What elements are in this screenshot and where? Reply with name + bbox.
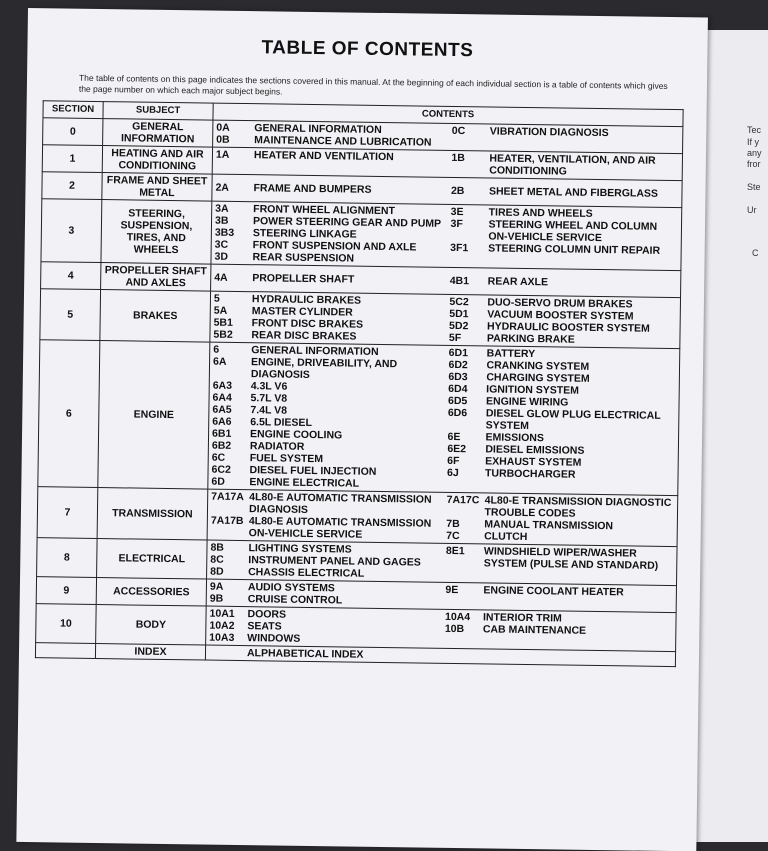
entry-title: LIGHTING SYSTEMS <box>248 542 352 556</box>
entry-title: DIESEL FUEL INJECTION <box>249 464 377 478</box>
entry-title: 4L80-E TRANSMISSION DIAGNOSTIC TROUBLE CODES <box>484 494 672 520</box>
entry-code: 6D6 <box>447 406 468 420</box>
contents-entry <box>447 467 675 482</box>
contents-entry <box>450 242 678 257</box>
entry-title: HYDRAULIC BOOSTER SYSTEM <box>487 320 650 335</box>
contents-entry <box>216 134 444 149</box>
entry-title: 7.4L V8 <box>250 404 288 417</box>
contents-column-left <box>210 542 438 581</box>
side-note-text: Tec <box>747 125 762 135</box>
entry-title: 5.7L V8 <box>250 392 288 405</box>
entry-code: 5A <box>213 304 228 317</box>
entry-title: POWER STEERING GEAR AND PUMP <box>252 215 442 230</box>
entry-title: ALPHABETICAL INDEX <box>246 647 364 661</box>
entry-title: RADIATOR <box>249 440 305 453</box>
entry-title: VACUUM BOOSTER SYSTEM <box>487 308 634 323</box>
side-note-text: any <box>747 148 762 158</box>
entry-code: 7B <box>446 517 460 531</box>
contents-column-right <box>445 611 673 650</box>
contents-entry <box>214 251 442 266</box>
entry-code: 2B <box>450 184 465 198</box>
entry-code: 3D <box>214 250 229 263</box>
entry-title: FRONT DISC BRAKES <box>251 317 364 331</box>
entry-code: 10A1 <box>209 607 235 620</box>
entry-code: 3E <box>450 205 464 219</box>
entry-title: INTERIOR TRIM <box>482 611 562 625</box>
entry-code: 6J <box>446 466 459 480</box>
contents-entry <box>216 149 444 164</box>
contents-entry <box>448 407 676 434</box>
entry-title: BATTERY <box>486 347 536 361</box>
entry-code: 9B <box>209 592 224 605</box>
entry-title: 4L80-E AUTOMATIC TRANSMISSION ON-VEHICLE SERVICE <box>248 515 432 541</box>
entry-title: ENGINE, DRIVEABILITY, AND DIAGNOSIS <box>250 356 398 381</box>
entry-title: ENGINE COOLING <box>249 428 343 442</box>
entry-code: 6B2 <box>211 439 232 452</box>
section-contents <box>210 291 681 349</box>
entry-title: TIRES AND WHEELS <box>488 206 593 220</box>
entry-code: 9A <box>209 580 224 593</box>
entry-code <box>209 647 247 660</box>
entry-code: 6D1 <box>448 346 469 360</box>
entry-code: 8E1 <box>445 544 465 558</box>
table-row <box>37 487 678 547</box>
entry-code: 5D1 <box>449 307 469 321</box>
contents-column-right <box>449 296 677 347</box>
entry-title: REAR DISC BRAKES <box>251 329 357 343</box>
contents-column-left <box>216 122 444 149</box>
header-contents: CONTENTS <box>213 103 683 127</box>
section-subject: GENERAL INFORMATION <box>103 119 213 148</box>
contents-entry <box>210 593 438 608</box>
section-number <box>35 643 95 659</box>
entry-title: TURBOCHARGER <box>484 467 576 481</box>
section-subject: HEATING AND AIR CONDITIONING <box>102 146 212 175</box>
section-number: 5 <box>40 289 101 341</box>
entry-title: CLUTCH <box>484 530 528 544</box>
entry-code: 6A6 <box>212 415 232 428</box>
entry-code: 6C2 <box>211 463 231 476</box>
contents-column-right <box>444 650 672 665</box>
entry-code: 6A3 <box>212 379 233 392</box>
entry-code: 8D <box>210 565 224 578</box>
entry-code: 8C <box>210 553 224 566</box>
entry-title: MASTER CYLINDER <box>251 305 353 319</box>
entry-code: 4B1 <box>449 274 470 288</box>
contents-column-right <box>446 494 674 545</box>
entry-title: ENGINE WIRING <box>485 395 569 409</box>
entry-code: 6E <box>447 430 461 444</box>
contents-entry <box>446 530 674 545</box>
contents-entry <box>213 356 441 383</box>
section-subject: STEERING, SUSPENSION, TIRES, AND WHEELS <box>101 200 212 265</box>
entry-title: GENERAL INFORMATION <box>251 344 379 358</box>
contents-column-left <box>211 344 440 491</box>
entry-code: 2A <box>215 181 230 194</box>
entry-code: 4A <box>214 271 228 284</box>
entry-code: 6B1 <box>211 427 232 440</box>
side-note-text: Ste <box>747 182 761 192</box>
intro-paragraph: The table of contents on this page indicates the sections covered in this manual. At the beginning of each individual section is a table of contents which gives the page number on which each major subject begins. <box>78 72 668 97</box>
contents-entry <box>214 272 442 287</box>
entry-title: PARKING BRAKE <box>486 332 575 346</box>
entry-code: 6A <box>212 355 227 368</box>
side-note-text: C <box>752 248 759 258</box>
contents-column-left <box>213 293 441 344</box>
entry-title: ENGINE COOLANT HEATER <box>483 584 624 599</box>
section-number: 10 <box>36 604 97 644</box>
entry-code: 0B <box>216 133 230 146</box>
contents-entry <box>209 632 437 647</box>
section-subject: TRANSMISSION <box>97 488 208 541</box>
entry-title: AUDIO SYSTEMS <box>247 581 335 595</box>
contents-entry <box>445 623 673 638</box>
entry-title: FRONT WHEEL ALIGNMENT <box>253 203 396 218</box>
section-subject: PROPELLER SHAFT AND AXLES <box>101 263 211 292</box>
entry-code: 6E2 <box>447 442 467 456</box>
contents-entry <box>451 152 679 179</box>
entry-title: DIESEL GLOW PLUG ELECTRICAL SYSTEM <box>485 407 661 433</box>
entry-title: CRUISE CONTROL <box>247 593 343 607</box>
entry-code: 10A3 <box>209 631 235 644</box>
section-number: 6 <box>38 340 100 488</box>
contents-column-left <box>215 182 443 197</box>
section-number: 3 <box>41 199 102 263</box>
entry-title: MANUAL TRANSMISSION <box>484 518 614 533</box>
entry-code: 10A4 <box>444 610 471 624</box>
entry-title: MAINTENANCE AND LUBRICATION <box>254 134 432 149</box>
contents-column-left <box>211 491 439 542</box>
entry-title: CHASSIS ELECTRICAL <box>248 566 365 580</box>
section-number: 0 <box>43 118 103 146</box>
entry-code: 1B <box>451 151 465 165</box>
contents-column-right <box>451 152 679 179</box>
contents-column-right <box>451 185 679 200</box>
entry-title: EMISSIONS <box>485 431 544 445</box>
section-number: 4 <box>41 262 101 290</box>
entry-title: PROPELLER SHAFT <box>252 272 355 286</box>
entry-code: 6A4 <box>212 391 232 404</box>
section-number: 7 <box>37 487 98 539</box>
contents-column-right <box>450 275 678 290</box>
entry-title: 4.3L V6 <box>250 380 288 393</box>
entry-code: 5B2 <box>213 328 233 341</box>
entry-code: 7C <box>446 529 460 543</box>
entry-title: HEATER AND VENTILATION <box>253 149 394 164</box>
contents-column-left <box>210 581 438 608</box>
contents-entry <box>451 185 679 200</box>
table-row <box>41 199 682 271</box>
entry-code: 7A17B <box>210 514 244 528</box>
contents-column-right <box>446 545 674 584</box>
section-number: 8 <box>37 538 98 578</box>
header-subject: SUBJECT <box>103 102 213 121</box>
header-section: SECTION <box>43 101 103 119</box>
page-title: TABLE OF CONTENTS <box>261 37 474 62</box>
section-number: 1 <box>42 145 102 173</box>
contents-column-right <box>452 125 680 152</box>
entry-code: 0A <box>216 121 230 134</box>
section-subject: BODY <box>96 605 207 646</box>
entry-code: 5 <box>213 292 220 305</box>
contents-entry <box>452 125 680 140</box>
contents-column-right <box>447 347 676 494</box>
entry-title: DOORS <box>247 608 287 621</box>
entry-title: CRANKING SYSTEM <box>486 359 590 373</box>
contents-entry <box>211 515 439 542</box>
entry-title: ENGINE ELECTRICAL <box>249 476 360 490</box>
contents-entry <box>211 491 439 518</box>
entry-code: 10A2 <box>209 619 235 632</box>
entry-title: INSTRUMENT PANEL AND GAGES <box>248 554 421 569</box>
entry-title: FRAME AND BUMPERS <box>253 182 372 196</box>
contents-entry <box>210 566 438 581</box>
entry-code: 6D3 <box>448 370 468 384</box>
entry-title: SEATS <box>247 620 282 633</box>
entry-code: 1A <box>215 148 230 161</box>
entry-title: REAR AXLE <box>487 275 549 289</box>
contents-entry <box>215 182 443 197</box>
entry-code: 6C <box>211 451 226 464</box>
entry-title: WINDOWS <box>247 632 301 645</box>
entry-code: 8B <box>210 541 225 554</box>
section-subject: ELECTRICAL <box>97 539 208 580</box>
contents-entry <box>446 545 674 572</box>
contents-entry <box>450 218 678 245</box>
entry-code: 6D5 <box>447 394 468 408</box>
entry-code: 5D2 <box>449 319 469 333</box>
entry-title: IGNITION SYSTEM <box>486 383 580 397</box>
entry-title: REAR SUSPENSION <box>252 251 355 265</box>
contents-column-right <box>445 584 673 611</box>
entry-title: STEERING COLUMN UNIT REPAIR <box>488 242 661 257</box>
contents-entry <box>450 275 678 290</box>
entry-title: WINDSHIELD WIPER/WASHER SYSTEM (PULSE AND STANDARD) <box>483 545 659 572</box>
entry-code: 3A <box>215 202 229 215</box>
contents-column-right <box>450 206 678 269</box>
section-contents <box>207 489 678 547</box>
contents-column-left <box>216 149 444 176</box>
contents-column-left <box>214 203 442 266</box>
entry-code: 10B <box>444 622 465 636</box>
entry-code: 6F <box>447 454 460 468</box>
side-note-text: If y <box>747 137 760 147</box>
entry-title: GENERAL INFORMATION <box>254 122 382 136</box>
contents-column-left <box>209 647 437 662</box>
contents-entry <box>211 476 439 491</box>
entry-title: STEERING WHEEL AND COLUMN ON-VEHICLE SERVICE <box>488 218 658 245</box>
side-note-text: Ur <box>747 205 757 215</box>
entry-code: 6D2 <box>448 358 468 372</box>
entry-code: 6 <box>213 343 220 356</box>
contents-entry <box>445 584 673 599</box>
contents-entry <box>213 329 441 344</box>
entry-title: 4L80-E AUTOMATIC TRANSMISSION DIAGNOSIS <box>248 491 432 516</box>
contents-entry <box>449 332 677 347</box>
entry-title: FUEL SYSTEM <box>249 452 324 466</box>
entry-title: SHEET METAL AND FIBERGLASS <box>488 185 659 200</box>
section-contents <box>211 201 682 271</box>
section-number: 9 <box>36 577 96 605</box>
contents-table <box>35 100 684 667</box>
entry-title: STEERING LINKAGE <box>252 227 357 241</box>
entry-code: 3B <box>214 214 229 227</box>
section-contents <box>206 606 676 652</box>
contents-column-left <box>209 608 437 647</box>
entry-code: 3F <box>450 217 463 231</box>
table-row <box>38 340 680 496</box>
entry-title: DUO-SERVO DRUM BRAKES <box>487 296 633 311</box>
entry-code: 7A17A <box>211 490 244 504</box>
entry-code: 6D <box>211 475 225 488</box>
entry-code: 7A17C <box>446 493 480 507</box>
entry-code: 6A5 <box>212 403 232 416</box>
section-subject: FRAME AND SHEET METAL <box>102 173 212 202</box>
section-subject: BRAKES <box>100 290 211 343</box>
side-note-text: fror <box>747 159 761 169</box>
entry-title: CHARGING SYSTEM <box>486 371 590 385</box>
entry-title: HEATER, VENTILATION, AND AIR CONDITIONING <box>489 152 656 178</box>
contents-entry <box>446 494 674 521</box>
entry-code: 3F1 <box>450 241 469 255</box>
contents-entry <box>209 647 437 662</box>
manual-page <box>16 8 708 851</box>
entry-title: CAB MAINTENANCE <box>482 623 587 637</box>
section-contents <box>207 540 677 586</box>
entry-code: 0C <box>451 124 466 138</box>
entry-code: 5C2 <box>449 295 469 309</box>
entry-code: 3B3 <box>214 226 235 239</box>
contents-column-left <box>214 272 442 287</box>
entry-title: VIBRATION DIAGNOSIS <box>489 125 609 140</box>
table-body <box>35 118 682 667</box>
entry-code: 6D4 <box>448 382 468 396</box>
entry-code: 5B1 <box>213 316 233 329</box>
section-contents <box>208 342 680 496</box>
section-subject: ACCESSORIES <box>96 578 206 607</box>
section-number: 2 <box>42 172 102 200</box>
entry-code: 5F <box>448 331 462 345</box>
entry-title: EXHAUST SYSTEM <box>485 455 582 469</box>
entry-code: 3C <box>214 238 229 251</box>
entry-code: 9E <box>445 583 459 597</box>
section-subject: INDEX <box>95 644 205 661</box>
entry-title: FRONT SUSPENSION AND AXLE <box>252 239 417 254</box>
section-subject: ENGINE <box>98 341 210 490</box>
entry-title: DIESEL EMISSIONS <box>485 443 585 457</box>
entry-title: 6.5L DIESEL <box>250 416 312 430</box>
entry-title: HYDRAULIC BRAKES <box>251 293 362 307</box>
table-row <box>40 289 681 349</box>
